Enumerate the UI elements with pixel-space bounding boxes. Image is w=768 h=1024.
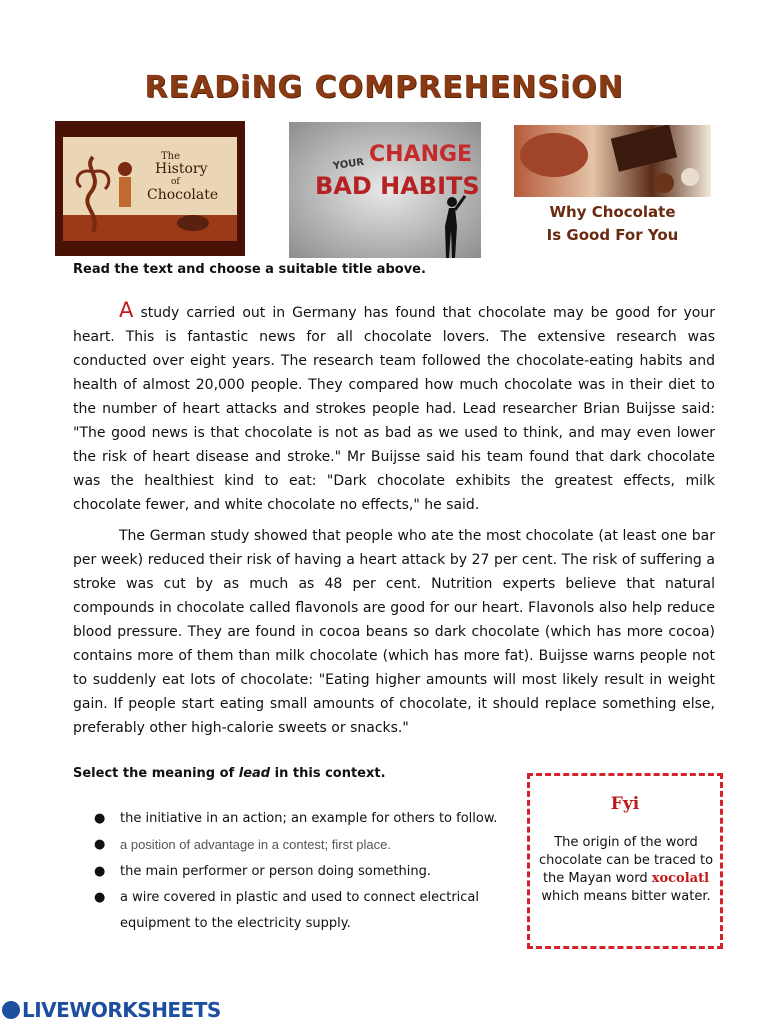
image-text-the: The	[161, 151, 181, 162]
option-2[interactable]	[94, 832, 514, 859]
chocolate-photo	[514, 125, 711, 197]
option-2-text: a position of advantage in a contest; first place.	[120, 837, 392, 852]
paragraph-1-text: study carried out in Germany has found that chocolate may be good for your heart. This is fantastic news for all chocolate lovers. The extensive research was conducted over eight years. The research team followed the chocolate-eating habits and health of almost 20,000 people. They compared how much chocolate was in their diet to the number of heart attacks and strokes people had. Lead researcher Brian Buijsse said: "The good news is that chocolate is not as bad as we used to think, and may even lower the risk of heart disease and stroke." Mr Buijsse said his team found that dark chocolate was the healthiest kind to eat: "Dark chocolate exhibits the greatest effects, milk chocolate fewer, and white chocolate no effects," he said.	[73, 305, 715, 513]
habits-text-your: YOUR	[332, 156, 365, 173]
image-panel	[63, 137, 237, 241]
change-bad-habits-image[interactable]	[289, 122, 481, 258]
instruction-text: Read the text and choose a suitable title above.	[73, 262, 426, 277]
answer-options	[94, 806, 514, 937]
fyi-text	[536, 834, 716, 906]
caption-line2: Is Good For You	[546, 226, 679, 244]
page-title: READiNG COMPREHENSiON	[144, 70, 624, 105]
liveworksheets-logo[interactable]	[2, 998, 221, 1022]
fyi-heading: Fyi	[610, 794, 640, 814]
question-word: lead	[238, 766, 271, 781]
history-of-chocolate-image[interactable]	[55, 121, 245, 256]
bullet-icon: ●	[94, 890, 106, 905]
habits-text-change: CHANGE	[369, 142, 473, 167]
drop-cap: A	[119, 298, 134, 322]
footer-brand: LIVEWORKSHEETS	[22, 998, 221, 1022]
chocolate-pieces-icon	[514, 125, 711, 197]
fyi-text-before: The origin of the word chocolate can be traced to the Mayan word	[538, 835, 714, 886]
option-3[interactable]	[94, 859, 514, 885]
paragraph-1	[73, 298, 715, 517]
fyi-word: xocolatl	[651, 871, 710, 886]
option-4[interactable]	[94, 885, 514, 937]
caption-line1: Why Chocolate	[549, 203, 676, 221]
question-prefix: Select the meaning of	[73, 766, 239, 781]
habits-text-bad-habits: BAD HABITS	[315, 172, 480, 200]
fyi-text-after: which means bitter water.	[541, 889, 711, 904]
bullet-icon: ●	[94, 864, 106, 879]
logo-icon	[2, 1001, 20, 1019]
fyi-box	[527, 773, 723, 949]
bullet-icon: ●	[94, 837, 106, 852]
option-1[interactable]	[94, 806, 514, 832]
image-text-of: of	[171, 177, 180, 187]
why-chocolate-good-image[interactable]	[514, 125, 711, 255]
image-text-chocolate: Chocolate	[147, 187, 219, 203]
option-4-text: a wire covered in plastic and used to connect electrical equipment to the electricity supply.	[120, 890, 479, 931]
question-heading	[73, 766, 386, 781]
option-3-text: the main performer or person doing something.	[120, 864, 431, 879]
paragraph-2: The German study showed that people who ate the most chocolate (at least one bar per week) reduced their risk of having a heart attack by 27 per cent. The risk of suffering a stroke was cut by as much as 48 per cent. Nutrition experts believe that natural compounds in chocolate called flavonols are good for our heart. Flavonols also help reduce blood pressure. They are found in cocoa beans so dark chocolate (which has more cocoa) contains more of them than milk chocolate (which has more fat). Buijsse warns people not to suddenly eat lots of chocolate: "Eating higher amounts will most likely result in weight gain. If people start eating small amounts of chocolate, it should replace something else, preferably other high-calorie sweets or snacks."	[73, 528, 715, 736]
question-suffix: in this context.	[270, 766, 386, 781]
image-text-history: History	[155, 161, 208, 177]
option-1-text: the initiative in an action; an example for others to follow.	[120, 811, 498, 826]
bullet-icon: ●	[94, 811, 106, 826]
